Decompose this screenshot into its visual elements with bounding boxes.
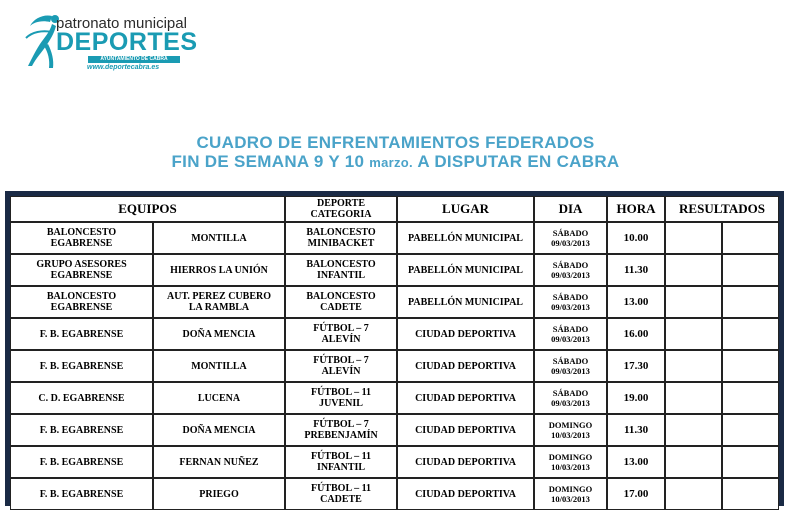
result-away[interactable] (722, 446, 779, 478)
place: CIUDAD DEPORTIVA (397, 414, 534, 446)
logo-subtitle: patronato municipal (56, 15, 187, 32)
time: 13.00 (607, 446, 665, 478)
table-row (10, 286, 779, 318)
day: SÁBADO (552, 260, 589, 270)
result-away[interactable] (722, 350, 779, 382)
place: CIUDAD DEPORTIVA (397, 350, 534, 382)
result-home[interactable] (665, 222, 722, 254)
home-team-l2: EGABRENSE (50, 270, 113, 281)
sport-l2: JUVENIL (319, 398, 363, 409)
sport-l1: FÚTBOL – 7 (313, 419, 369, 430)
header-deporte-l2: CATEGORIA (310, 209, 372, 220)
date: 10/03/2013 (551, 430, 590, 440)
away-team (153, 254, 285, 286)
title-part2: A DISPUTAR EN CABRA (412, 152, 620, 171)
result-home[interactable] (665, 318, 722, 350)
away-team-l1: DOÑA MENCIA (182, 424, 256, 436)
header-lugar: LUGAR (397, 196, 534, 222)
sport-category (285, 350, 397, 382)
sport-l1: FÚTBOL – 11 (311, 387, 372, 398)
result-away[interactable] (722, 254, 779, 286)
day: DOMINGO (548, 420, 593, 430)
time: 10.00 (607, 222, 665, 254)
sport-category (285, 318, 397, 350)
home-team-l1: GRUPO ASESORES (36, 259, 127, 270)
day: DOMINGO (548, 452, 593, 462)
logo-website: www.deportecabra.es (87, 64, 160, 71)
date: 10/03/2013 (551, 494, 590, 504)
sport-l1: BALONCESTO (306, 227, 376, 238)
title-part1: FIN DE SEMANA 9 Y 10 (171, 152, 370, 171)
sport-l2: PREBENJAMÍN (304, 430, 378, 441)
home-team-l1: F. B. EGABRENSE (39, 360, 124, 372)
sport-category (285, 478, 397, 510)
sport-l1: FÚTBOL – 11 (311, 483, 372, 494)
time: 17.00 (607, 478, 665, 510)
date: 09/03/2013 (551, 238, 590, 248)
time: 13.00 (607, 286, 665, 318)
place: PABELLÓN MUNICIPAL (397, 254, 534, 286)
home-team (10, 478, 153, 510)
schedule-frame (5, 191, 784, 506)
sport-l2: MINIBACKET (307, 238, 375, 249)
away-team (153, 478, 285, 510)
sport-l1: FÚTBOL – 7 (313, 323, 369, 334)
table-row (10, 222, 779, 254)
away-team-l1: DOÑA MENCIA (182, 328, 256, 340)
home-team (10, 286, 153, 318)
sport-l2: ALEVÍN (321, 334, 361, 345)
sport-l1: FÚTBOL – 7 (313, 355, 369, 366)
result-home[interactable] (665, 254, 722, 286)
date: 10/03/2013 (551, 462, 590, 472)
away-team-l1: HIERROS LA UNIÓN (170, 264, 268, 276)
place: CIUDAD DEPORTIVA (397, 478, 534, 510)
away-team (153, 222, 285, 254)
home-team-l2: EGABRENSE (50, 302, 113, 313)
date: 09/03/2013 (551, 302, 590, 312)
day: SÁBADO (552, 228, 589, 238)
away-team (153, 382, 285, 414)
sport-l2: CADETE (320, 302, 362, 313)
header-deporte (285, 196, 397, 222)
time: 11.30 (607, 254, 665, 286)
home-team (10, 414, 153, 446)
date: 09/03/2013 (551, 366, 590, 376)
page-title-line2 (0, 152, 791, 172)
away-team-l1: PRIEGO (199, 488, 239, 500)
time: 16.00 (607, 318, 665, 350)
away-team (153, 318, 285, 350)
sport-category (285, 254, 397, 286)
day-date (534, 382, 607, 414)
result-home[interactable] (665, 446, 722, 478)
table-row (10, 382, 779, 414)
home-team-l1: F. B. EGABRENSE (39, 456, 124, 468)
day-date (534, 222, 607, 254)
home-team (10, 382, 153, 414)
header-dia: DIA (534, 196, 607, 222)
sport-category (285, 446, 397, 478)
sport-l2: ALEVÍN (321, 366, 361, 377)
day-date (534, 254, 607, 286)
away-team (153, 286, 285, 318)
place: CIUDAD DEPORTIVA (397, 446, 534, 478)
day: DOMINGO (548, 484, 593, 494)
day: SÁBADO (552, 356, 589, 366)
sport-l2: CADETE (320, 494, 362, 505)
time: 17.30 (607, 350, 665, 382)
home-team-l1: F. B. EGABRENSE (39, 488, 124, 500)
day: SÁBADO (552, 388, 589, 398)
home-team-l2: EGABRENSE (50, 238, 113, 249)
home-team (10, 222, 153, 254)
header-equipos: EQUIPOS (10, 196, 285, 222)
result-home[interactable] (665, 382, 722, 414)
sport-category (285, 222, 397, 254)
day-date (534, 318, 607, 350)
sport-l2: INFANTIL (316, 270, 366, 281)
away-team (153, 446, 285, 478)
date: 09/03/2013 (551, 398, 590, 408)
home-team-l1: BALONCESTO (46, 291, 117, 302)
place: CIUDAD DEPORTIVA (397, 318, 534, 350)
table-row (10, 350, 779, 382)
home-team (10, 318, 153, 350)
result-away[interactable] (722, 414, 779, 446)
logo (22, 10, 198, 78)
day-date (534, 446, 607, 478)
result-away[interactable] (722, 222, 779, 254)
day-date (534, 414, 607, 446)
page-title-line1: CUADRO DE ENFRENTAMIENTOS FEDERADOS (196, 133, 595, 152)
away-team (153, 414, 285, 446)
home-team-l1: F. B. EGABRENSE (39, 328, 124, 340)
header-resultados: RESULTADOS (665, 196, 779, 222)
home-team (10, 254, 153, 286)
header-hora: HORA (607, 196, 665, 222)
header-deporte-l1: DEPORTE (317, 198, 366, 209)
result-home[interactable] (665, 414, 722, 446)
day-date (534, 286, 607, 318)
away-team-l2: LA RAMBLA (188, 302, 250, 313)
day: SÁBADO (552, 292, 589, 302)
date: 09/03/2013 (551, 270, 590, 280)
table-row (10, 254, 779, 286)
sport-category (285, 382, 397, 414)
result-away[interactable] (722, 478, 779, 510)
place: CIUDAD DEPORTIVA (397, 382, 534, 414)
result-away[interactable] (722, 286, 779, 318)
away-team-l1: FERNAN NUÑEZ (179, 456, 259, 468)
table-row (10, 318, 779, 350)
day-date (534, 478, 607, 510)
place: PABELLÓN MUNICIPAL (397, 286, 534, 318)
result-home[interactable] (665, 478, 722, 510)
sport-l1: FÚTBOL – 11 (311, 451, 372, 462)
place: PABELLÓN MUNICIPAL (397, 222, 534, 254)
sport-category (285, 286, 397, 318)
title-month: marzo. (369, 155, 413, 170)
schedule-table (10, 196, 779, 510)
sport-l1: BALONCESTO (306, 291, 376, 302)
table-row (10, 414, 779, 446)
table-row (10, 446, 779, 478)
away-team-l1: MONTILLA (191, 232, 247, 244)
home-team-l1: BALONCESTO (46, 227, 117, 238)
sport-l2: INFANTIL (316, 462, 366, 473)
result-away[interactable] (722, 318, 779, 350)
away-team-l1: LUCENA (197, 392, 241, 404)
home-team-l1: C. D. EGABRENSE (38, 392, 125, 404)
table-body (10, 222, 779, 510)
away-team (153, 350, 285, 382)
logo-council: AYUNTAMIENTO DE CABRA (88, 56, 180, 63)
logo-title: DEPORTES (56, 28, 198, 56)
away-team-l1: MONTILLA (191, 360, 247, 372)
away-team-l1: AUT. PEREZ CUBERO (167, 291, 271, 302)
result-away[interactable] (722, 382, 779, 414)
home-team (10, 350, 153, 382)
sport-category (285, 414, 397, 446)
table-header-row (10, 196, 779, 222)
time: 11.30 (607, 414, 665, 446)
result-home[interactable] (665, 286, 722, 318)
date: 09/03/2013 (551, 334, 590, 344)
home-team-l1: F. B. EGABRENSE (39, 424, 124, 436)
day: SÁBADO (552, 324, 589, 334)
time: 19.00 (607, 382, 665, 414)
home-team (10, 446, 153, 478)
table-row (10, 478, 779, 510)
result-home[interactable] (665, 350, 722, 382)
day-date (534, 350, 607, 382)
sport-l1: BALONCESTO (306, 259, 376, 270)
